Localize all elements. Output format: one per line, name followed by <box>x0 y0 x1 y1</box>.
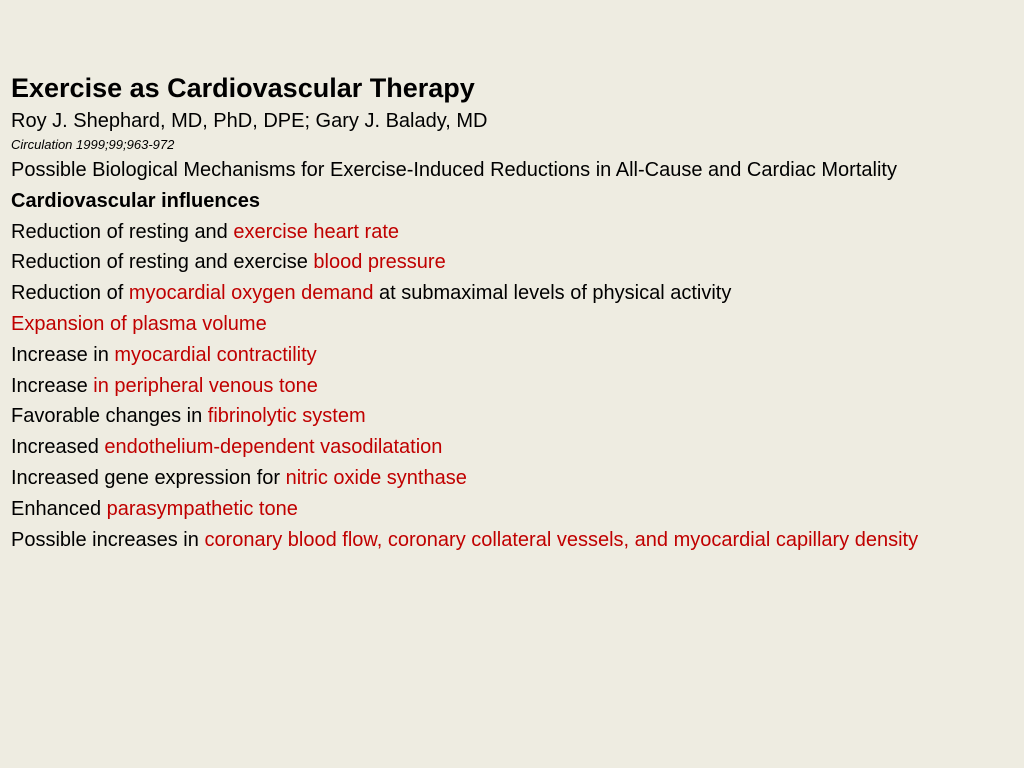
list-item <box>11 401 1001 432</box>
list-item <box>11 371 1001 402</box>
item-text: Reduction of resting and exercise <box>11 251 314 274</box>
item-highlight: Expansion of plasma volume <box>11 312 267 335</box>
item-highlight: fibrinolytic system <box>207 405 366 428</box>
item-text: Increase in <box>11 343 115 366</box>
slide-content <box>11 70 1001 555</box>
item-highlight: exercise heart rate <box>233 220 400 243</box>
item-text: Increased gene expression for <box>11 466 286 489</box>
authors-line: Roy J. Shephard, MD, PhD, DPE; Gary J. Balady, MD <box>11 110 488 132</box>
list-item <box>11 217 1001 248</box>
item-highlight: coronary blood flow, coronary collateral vessels, and myocardial capillary density <box>204 528 919 551</box>
list-item <box>11 247 1001 278</box>
item-text: Enhanced <box>11 497 107 520</box>
section-heading: Cardiovascular influences <box>11 189 260 212</box>
list-item <box>11 525 1001 556</box>
item-highlight: endothelium-dependent vasodilatation <box>104 436 443 459</box>
item-highlight: myocardial contractility <box>114 343 317 366</box>
item-text: Increase <box>11 374 94 397</box>
list-item <box>11 432 1001 463</box>
item-text: Favorable changes in <box>11 405 208 428</box>
list-item <box>11 463 1001 494</box>
item-text: Increased <box>11 436 105 459</box>
item-text: Reduction of resting and <box>11 220 234 243</box>
list-item <box>11 278 1001 309</box>
item-text: Possible increases in <box>11 528 205 551</box>
slide-title: Exercise as Cardiovascular Therapy <box>11 73 475 103</box>
item-highlight: myocardial oxygen demand <box>128 282 374 305</box>
citation-line: Circulation 1999;99;963-972 <box>11 137 175 152</box>
list-item <box>11 309 1001 340</box>
list-item <box>11 340 1001 371</box>
item-highlight: nitric oxide synthase <box>285 466 467 489</box>
item-text: Reduction of <box>11 282 129 305</box>
item-highlight: in peripheral venous tone <box>93 374 318 397</box>
item-highlight: blood pressure <box>313 251 446 274</box>
list-item <box>11 494 1001 525</box>
item-highlight: parasympathetic tone <box>106 497 298 520</box>
slide-subtitle: Possible Biological Mechanisms for Exercise-Induced Reductions in All-Cause and Cardiac Mortality <box>11 159 897 181</box>
item-text: at submaximal levels of physical activity <box>373 282 732 305</box>
